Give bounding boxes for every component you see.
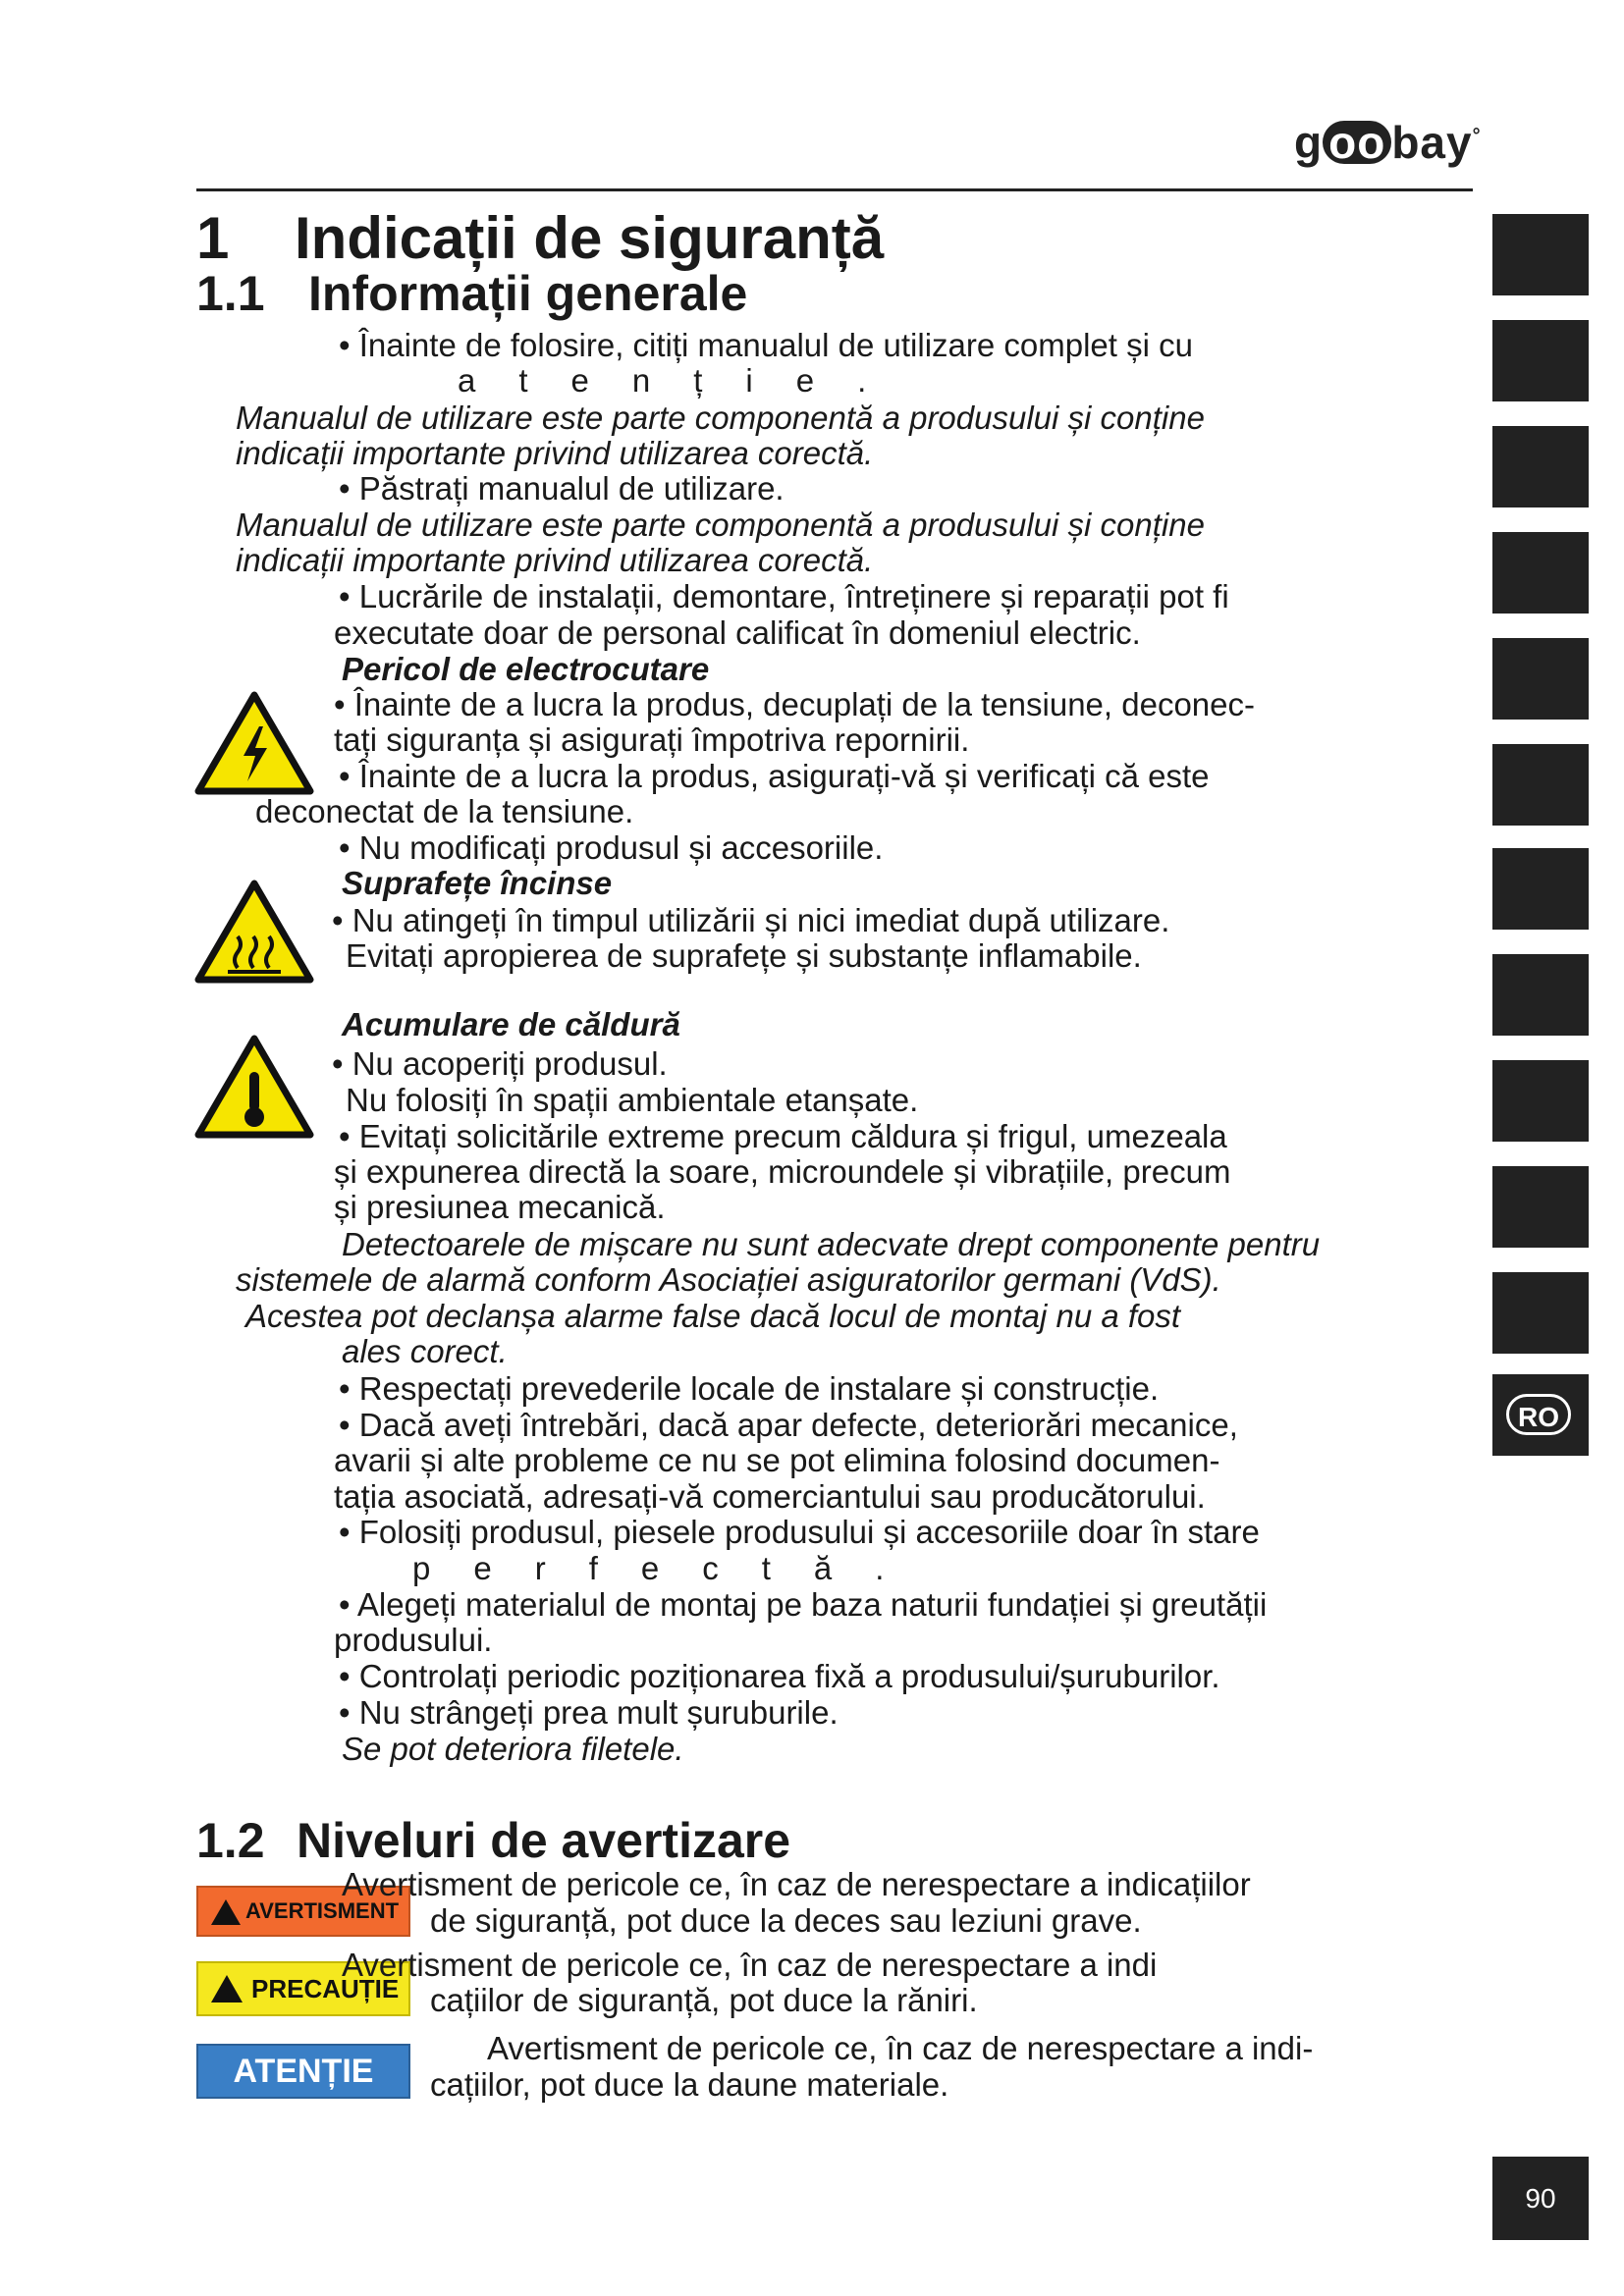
text-line: executate doar de personal calificat în domeniul electric. — [334, 614, 1141, 651]
language-tab[interactable] — [1492, 426, 1589, 507]
language-tab[interactable] — [1492, 214, 1589, 295]
hot-surface-hazard-icon — [194, 880, 314, 984]
level-text: Avertisment de pericole ce, în caz de nerespectare a indicațiilor — [342, 1866, 1251, 1902]
text-line: tați siguranța și asigurați împotriva repornirii. — [334, 721, 970, 758]
text-line: • Controlați periodic poziționarea fixă a produsului/șuruburilor. — [339, 1658, 1220, 1694]
section-1-2-heading: 1.2 Niveluri de avertizare — [196, 1813, 791, 1868]
text-line: • Nu modificați produsul și accesoriile. — [339, 829, 884, 866]
text-line: • Înainte de a lucra la produs, decuplați de la tensiune, deconec- — [334, 686, 1256, 722]
level-text: cațiilor de siguranță, pot duce la răniri. — [430, 1982, 978, 2018]
text-line: indicații importante privind utilizarea corectă. — [236, 542, 874, 578]
text-line: atenție. — [458, 362, 910, 399]
text-line: • Înainte de folosire, citiți manualul de utilizare complet și cu — [339, 327, 1193, 363]
text-line: și expunerea directă la soare, microundele și vibrațiile, precum — [334, 1153, 1231, 1190]
text-line: Evitați apropierea de suprafețe și substanțe inflamabile. — [346, 937, 1142, 974]
text-line: Detectoarele de mișcare nu sunt adecvate drept componente pentru — [342, 1226, 1321, 1262]
subheading-heat-buildup: Acumulare de căldură — [342, 1006, 680, 1042]
level-text: de siguranță, pot duce la deces sau leziuni grave. — [430, 1902, 1142, 1939]
warning-badge: AVERTISMENT — [196, 1886, 410, 1937]
text-line: Manualul de utilizare este parte componentă a produsului și conține — [236, 507, 1205, 543]
text-line: ales corect. — [342, 1333, 508, 1369]
section-1-heading: 1 Indicații de siguranță — [196, 205, 885, 271]
heat-hazard-icon — [194, 1035, 314, 1139]
language-tab[interactable] — [1492, 532, 1589, 614]
caution-badge: PRECAUȚIE — [196, 1961, 410, 2016]
text-line: • Nu acoperiți produsul. — [332, 1045, 668, 1082]
text-line: Se pot deteriora filetele. — [342, 1731, 684, 1767]
attention-badge: ATENȚIE — [196, 2044, 410, 2099]
language-label: RO — [1506, 1394, 1571, 1435]
language-tab[interactable] — [1492, 638, 1589, 720]
text-line: Acestea pot declanșa alarme false dacă locul de montaj nu a fost — [245, 1298, 1181, 1334]
text-line: • Alegeți materialul de montaj pe baza naturii fundației și greutății — [339, 1586, 1268, 1623]
page-number: 90 — [1492, 2157, 1589, 2240]
text-line: • Nu strângeți prea mult șuruburile. — [339, 1694, 839, 1731]
text-line: Manualul de utilizare este parte componentă a produsului și conține — [236, 400, 1205, 436]
language-tab[interactable] — [1492, 848, 1589, 930]
language-tab-ro[interactable] — [1492, 1374, 1589, 1456]
text-line: tația asociată, adresați-vă comerciantului sau producătorului. — [334, 1478, 1206, 1515]
language-tab[interactable] — [1492, 320, 1589, 401]
subheading-hot-surfaces: Suprafețe încinse — [342, 865, 613, 901]
text-line: • Dacă aveți întrebări, dacă apar defecte, deteriorări mecanice, — [339, 1407, 1238, 1443]
text-line: sistemele de alarmă conform Asociației asiguratorilor germani (VdS). — [236, 1261, 1221, 1298]
level-text: Avertisment de pericole ce, în caz de nerespectare a indi — [342, 1947, 1158, 1983]
caution-triangle-icon — [210, 1974, 244, 2003]
section-1-1-heading: 1.1 Informații generale — [196, 266, 748, 321]
language-tab[interactable] — [1492, 1272, 1589, 1354]
text-line: perfectă. — [412, 1550, 928, 1586]
language-tab[interactable] — [1492, 1060, 1589, 1142]
level-text: cațiilor, pot duce la daune materiale. — [430, 2066, 949, 2103]
text-line: • Nu atingeți în timpul utilizării și nici imediat după utilizare. — [332, 902, 1170, 938]
electric-hazard-icon — [194, 691, 314, 795]
language-tab[interactable] — [1492, 744, 1589, 826]
level-text: Avertisment de pericole ce, în caz de nerespectare a indi- — [487, 2030, 1314, 2066]
text-line: deconectat de la tensiune. — [255, 793, 634, 829]
text-line: • Lucrările de instalații, demontare, întreținere și reparații pot fi — [339, 578, 1229, 614]
text-line: • Evitați solicitările extreme precum căldura și frigul, umezeala — [339, 1118, 1227, 1154]
language-tab[interactable] — [1492, 1166, 1589, 1248]
subheading-electrocution: Pericol de electrocutare — [342, 651, 710, 687]
text-line: produsului. — [334, 1622, 493, 1658]
text-line: avarii și alte probleme ce nu se pot elimina folosind documen- — [334, 1442, 1220, 1478]
text-line: Nu folosiți în spații ambientale etanșate. — [346, 1082, 919, 1118]
warning-triangle-icon — [210, 1898, 242, 1926]
text-line: indicații importante privind utilizarea corectă. — [236, 435, 874, 471]
text-line: • Păstrați manualul de utilizare. — [339, 470, 785, 507]
header-rule — [196, 188, 1473, 191]
language-tab[interactable] — [1492, 954, 1589, 1036]
text-line: • Respectați prevederile locale de instalare și construcție. — [339, 1370, 1160, 1407]
goobay-logo: g oo bay° — [1294, 117, 1482, 168]
text-line: • Înainte de a lucra la produs, asigurați-vă și verificați că este — [339, 758, 1210, 794]
text-line: și presiunea mecanică. — [334, 1189, 666, 1225]
text-line: • Folosiți produsul, piesele produsului și accesoriile doar în stare — [339, 1514, 1260, 1550]
